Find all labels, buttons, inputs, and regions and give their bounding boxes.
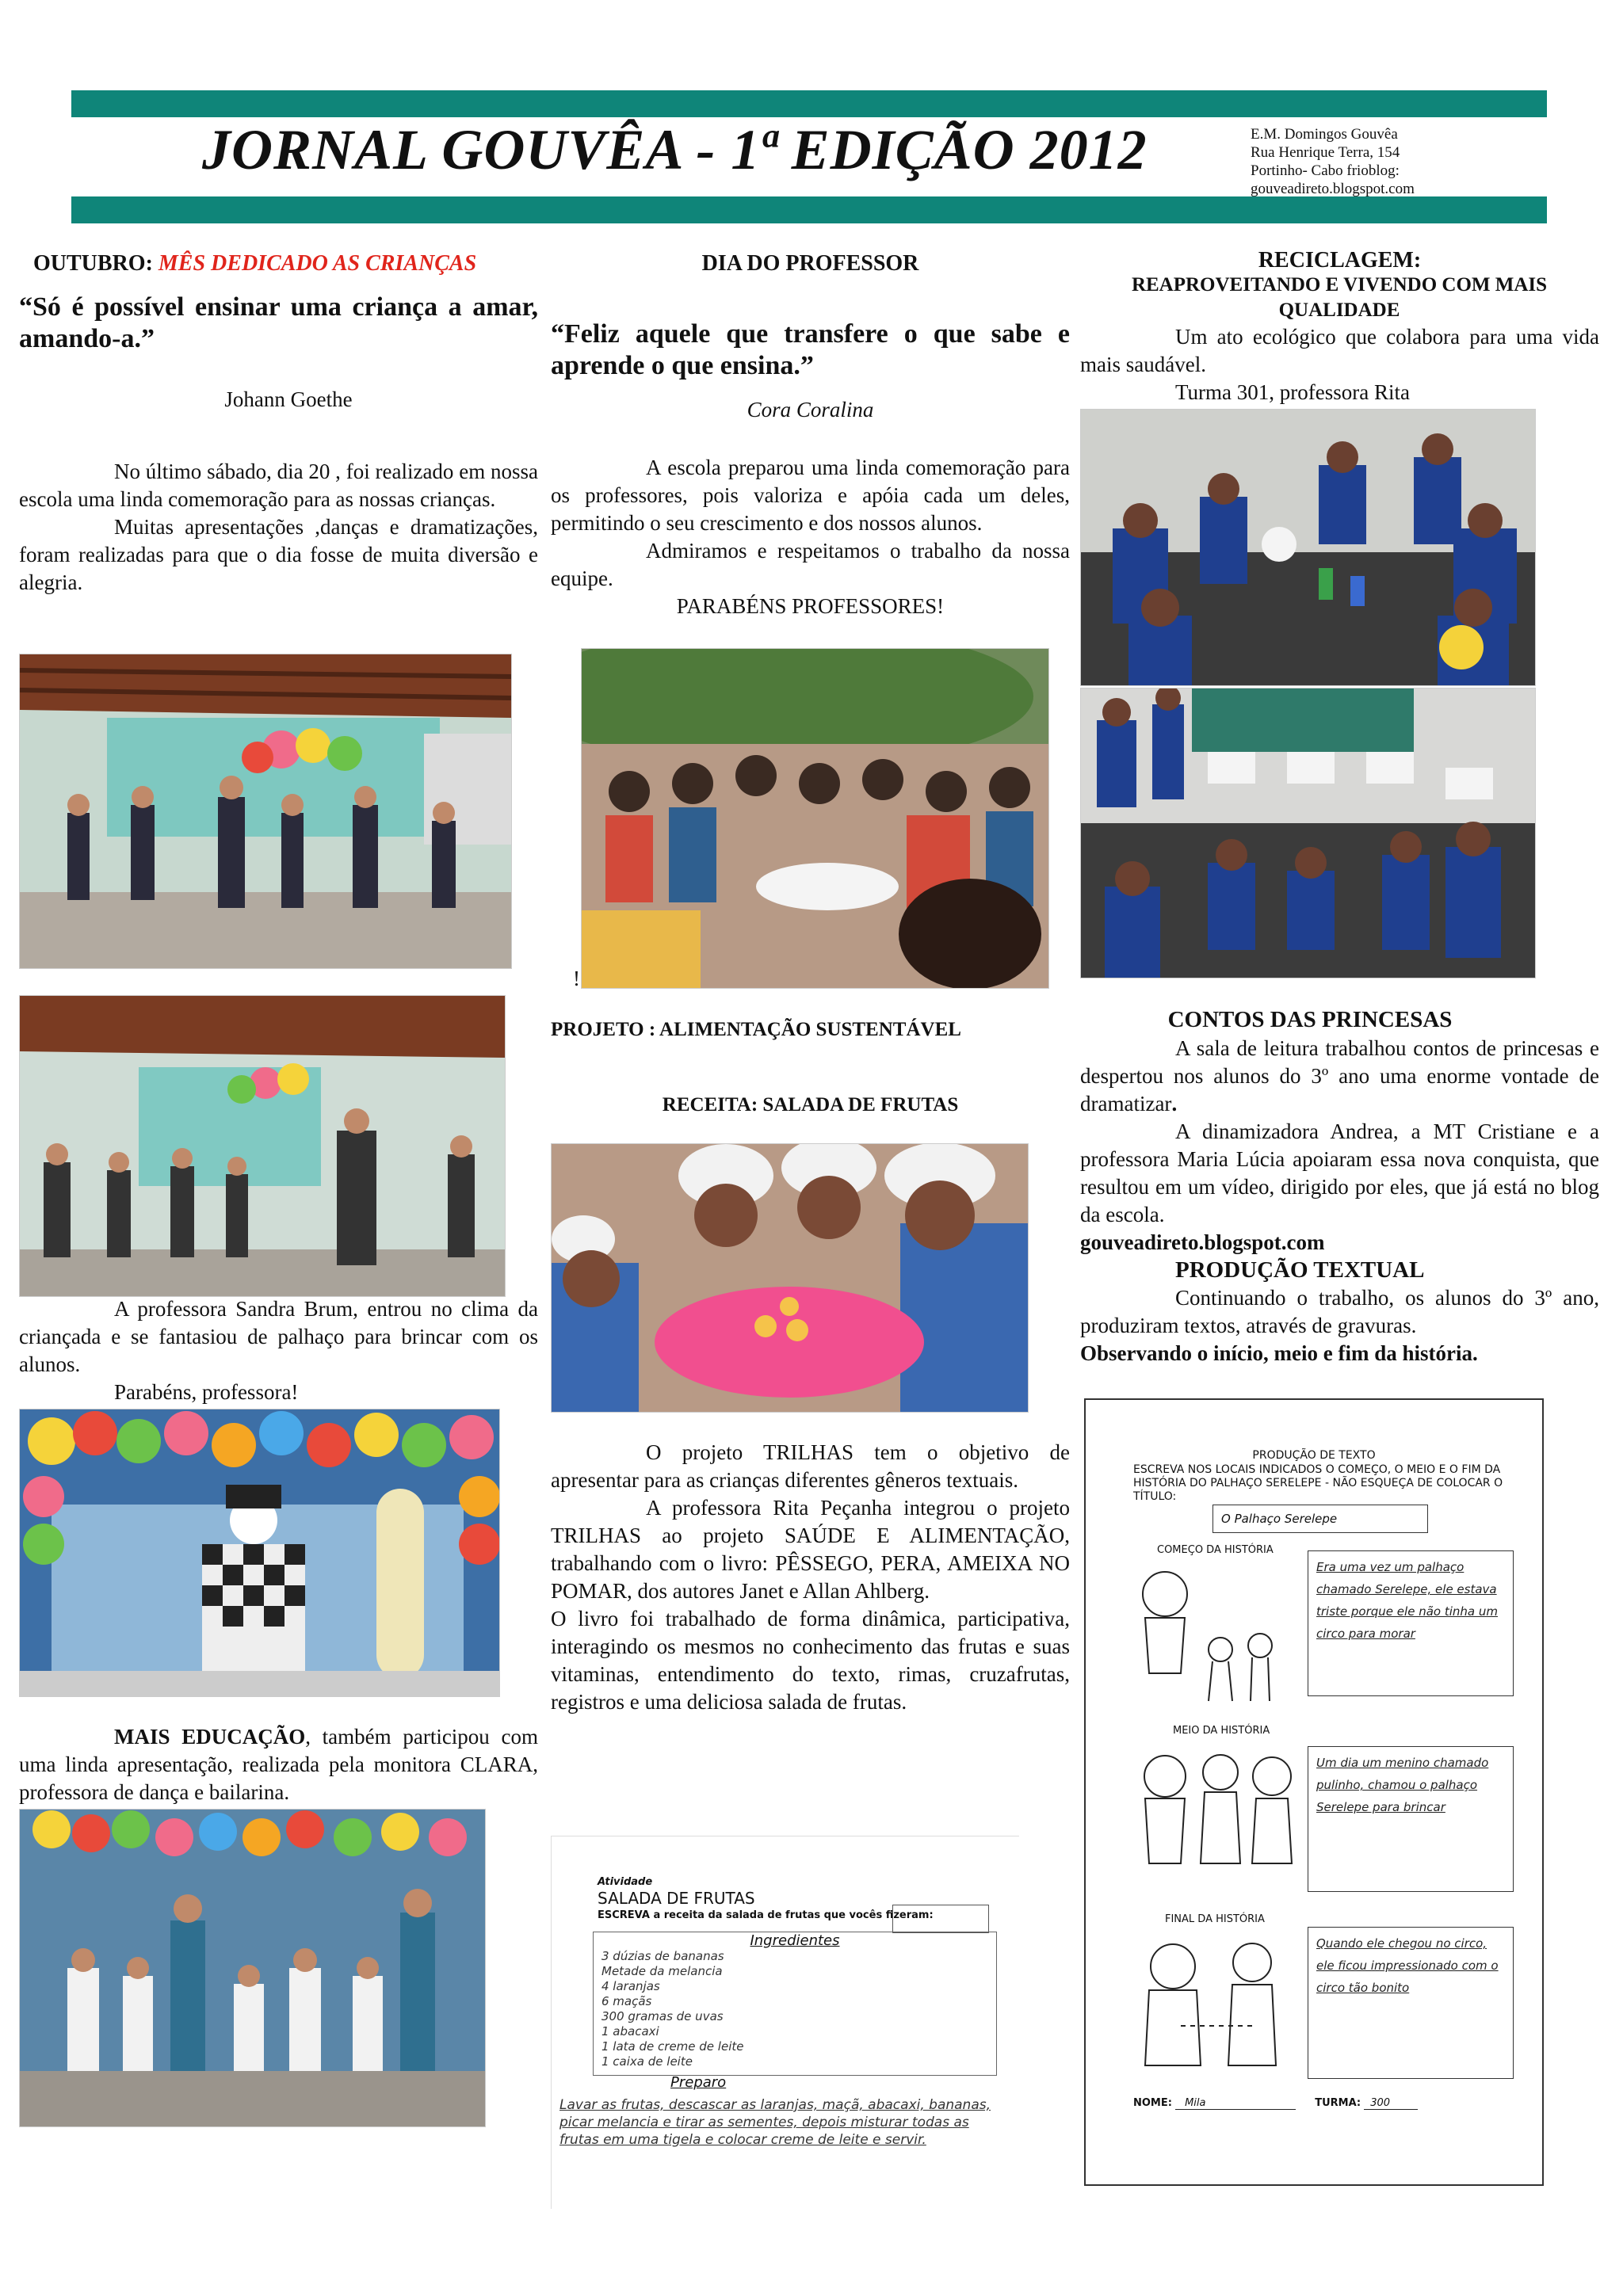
contos-p1 bbox=[1080, 1035, 1599, 1118]
goethe-author: Johann Goethe bbox=[224, 387, 353, 411]
photo-dance-group bbox=[19, 1809, 486, 2127]
end-answer: Quando ele chegou no circo, ele ficou impressionado com o circo tão bonito bbox=[1316, 1936, 1499, 1995]
header-top-bar bbox=[71, 90, 1547, 117]
contos-p1-end: . bbox=[1171, 1092, 1178, 1116]
children-article bbox=[19, 458, 538, 597]
trilhas-p2: A professora Rita Peçanha integrou o projeto TRILHAS ao projeto SAÚDE E ALIMENTAÇÃO, trabalhando com o livro: PÊSSEGO, PERA, AMEIXA NO POMAR, dos autores Janet e Allan Ahlberg. bbox=[551, 1496, 1070, 1603]
ingredient: 1 abacaxi bbox=[601, 2024, 659, 2039]
recycling-article bbox=[1080, 323, 1599, 406]
section-begin-label: COMEÇO DA HISTÓRIA bbox=[1157, 1544, 1274, 1556]
ingredient: 300 gramas de uvas bbox=[601, 2009, 724, 2023]
clown-p2: Parabéns, professora! bbox=[114, 1380, 299, 1404]
photo-teachers-party bbox=[581, 648, 1049, 989]
heading-prefix: OUTUBRO: bbox=[33, 251, 158, 276]
prep-label: Preparo bbox=[670, 2074, 727, 2091]
newspaper-title: JORNAL GOUVÊA - 1ª EDIÇÃO 2012 bbox=[202, 118, 1148, 181]
end-drawing bbox=[1133, 1931, 1300, 2097]
coralina-author: Cora Coralina bbox=[747, 398, 874, 421]
worksheet-name-box bbox=[892, 1905, 989, 1933]
ingredient: 4 laranjas bbox=[601, 1979, 660, 1993]
begin-answer-box bbox=[1308, 1550, 1514, 1696]
prep-text: Lavar as frutas, descascar as laranjas, maçã, abacaxi, bananas, picar melancia e tirar as sementes, depois misturar todas as frutas em uma tigela e colocar creme de leite e servir. bbox=[559, 2097, 991, 2148]
production-instruction: ESCREVA NOS LOCAIS INDICADOS O COMEÇO, O MEIO E O FIM DA HISTÓRIA DO PALHAÇO SERELEPE - NÃO ESQUEÇA DE COLOCAR O TÍTULO: bbox=[1133, 1463, 1503, 1503]
coralina-quote: “Feliz aquele que transfere o que sabe e aprende o que ensina.” bbox=[551, 319, 1070, 380]
end-answer-box bbox=[1308, 1927, 1514, 2079]
mais-educacao bbox=[19, 1723, 538, 1806]
trilhas-p3: O livro foi trabalhado de forma dinâmica, participativa, interagindo os mesmos no conhecimento das frutas e suas vitaminas, entendimento do texto, rimas, cruzafrutas, registros e uma deliciosa salada de frutas. bbox=[551, 1607, 1070, 1714]
worksheet-name-row bbox=[1133, 2097, 1418, 2110]
name-value: Mila bbox=[1175, 2097, 1296, 2110]
production-title-box bbox=[1212, 1505, 1428, 1533]
address-line: Portinho- Cabo frioblog: bbox=[1251, 162, 1400, 179]
ingredients-label: Ingredientes bbox=[750, 1932, 840, 1949]
fruit-salad-worksheet bbox=[551, 1836, 1019, 2209]
mais-educacao-text: , também participou com uma linda apresentação, realizada pela monitora CLARA, professora de dança e bailarina. bbox=[19, 1725, 538, 1804]
school-address bbox=[1251, 125, 1441, 196]
worksheet-ingredients-box bbox=[593, 1932, 997, 2076]
photo-fruit-salad bbox=[551, 1143, 1029, 1413]
producao-p1: Continuando o trabalho, os alunos do 3º ano, produziram textos, através de gravuras. bbox=[1080, 1286, 1599, 1337]
section-end-label: FINAL DA HISTÓRIA bbox=[1165, 1913, 1265, 1925]
photo-children-group bbox=[19, 995, 506, 1297]
middle-answer: Um dia um menino chamado pulinho, chamou o palhaço Serelepe para brincar bbox=[1316, 1756, 1489, 1814]
address-line: Rua Henrique Terra, 154 bbox=[1251, 144, 1400, 161]
children-p1: No último sábado, dia 20 , foi realizado em nossa escola uma linda comemoração para as nossas crianças. bbox=[19, 460, 538, 511]
ingredients-list bbox=[594, 1949, 996, 2069]
teachers-article bbox=[551, 454, 1070, 620]
header-bottom-bar bbox=[71, 196, 1547, 223]
recycling-heading-1: RECICLAGEM: bbox=[1258, 248, 1422, 273]
photo-recycling-circle bbox=[1080, 409, 1536, 686]
children-p2: Muitas apresentações ,danças e dramatizações, foram realizadas para que o dia fosse de muita diversão e alegria. bbox=[19, 515, 538, 594]
stray-mark: ! bbox=[573, 967, 580, 990]
project-heading: PROJETO : ALIMENTAÇÃO SUSTENTÁVEL bbox=[551, 1019, 961, 1040]
teachers-congrats: PARABÉNS PROFESSORES! bbox=[676, 594, 945, 618]
ingredient: Metade da melancia bbox=[601, 1964, 723, 1978]
photo-fruit-image bbox=[552, 1144, 1028, 1412]
ingredient: 6 maçãs bbox=[601, 1994, 652, 2008]
middle-answer-box bbox=[1308, 1746, 1514, 1892]
photo-dance-image bbox=[20, 1810, 485, 2126]
begin-drawing bbox=[1133, 1562, 1292, 1721]
producao-p2: Observando o início, meio e fim da história. bbox=[1080, 1341, 1478, 1365]
section-heading-teachers: DIA DO PROFESSOR bbox=[701, 251, 919, 276]
recycling-p1: Um ato ecológico que colabora para uma vida mais saudável. bbox=[1080, 325, 1599, 376]
photo-children-dancing bbox=[19, 654, 512, 969]
contos-p1-text: A sala de leitura trabalhou contos de princesas e despertou nos alunos do 3º ano uma enorme vontade de dramatizar bbox=[1080, 1036, 1599, 1116]
section-middle-label: MEIO DA HISTÓRIA bbox=[1173, 1725, 1270, 1737]
text-production-worksheet bbox=[1084, 1398, 1544, 2186]
class-label: TURMA: bbox=[1315, 2097, 1361, 2109]
heading-highlight: MÊS DEDICADO AS CRIANÇAS bbox=[158, 251, 477, 276]
producao-heading: PRODUÇÃO TEXTUAL bbox=[1175, 1257, 1425, 1283]
ingredient: 1 lata de creme de leite bbox=[601, 2039, 744, 2054]
class-value: 300 bbox=[1364, 2097, 1418, 2110]
begin-answer: Era uma vez um palhaço chamado Serelepe, ele estava triste porque ele não tinha um circo para morar bbox=[1316, 1560, 1498, 1641]
address-line: E.M. Domingos Gouvêa bbox=[1251, 126, 1398, 143]
photo-recycling-image bbox=[1081, 410, 1535, 685]
blog-link[interactable]: gouveadireto.blogspot.com bbox=[1080, 1230, 1325, 1254]
worksheet-title: SALADA DE FRUTAS bbox=[598, 1889, 755, 1908]
photo-dancing-image bbox=[20, 654, 511, 968]
photo-teachers-image bbox=[582, 649, 1048, 988]
middle-drawing bbox=[1133, 1745, 1300, 1903]
teachers-p1: A escola preparou uma linda comemoração para os professores, pois valoriza e apóia cada um deles, permitindo o seu crescimento e dos nossos alunos. bbox=[551, 456, 1070, 535]
photo-teacher-clown bbox=[19, 1409, 500, 1697]
photo-classroom-image bbox=[1081, 688, 1535, 978]
production-title-answer: O Palhaço Serelepe bbox=[1221, 1512, 1338, 1526]
goethe-quote: “Só é possível ensinar uma criança a amar, amando-a.” bbox=[19, 292, 538, 353]
mais-educacao-bold: MAIS EDUCAÇÃO bbox=[114, 1725, 306, 1749]
contos-p2: A dinamizadora Andrea, a MT Cristiane e a professora Maria Lúcia apoiaram essa nova conquista, que resultou em um vídeo, dirigido por eles, que já está no blog da escola. bbox=[1080, 1119, 1599, 1226]
photo-clown-image bbox=[20, 1409, 499, 1696]
teachers-p2: Admiramos e respeitamos o trabalho da nossa equipe. bbox=[551, 539, 1070, 590]
recipe-heading: RECEITA: SALADA DE FRUTAS bbox=[662, 1094, 959, 1116]
worksheet-activity: Atividade bbox=[598, 1876, 653, 1888]
name-label: NOME: bbox=[1133, 2097, 1172, 2109]
contos-article bbox=[1080, 1035, 1599, 1367]
recycling-p2: Turma 301, professora Rita bbox=[1175, 380, 1410, 404]
section-heading-children bbox=[33, 251, 476, 277]
ingredient: 3 dúzias de bananas bbox=[601, 1949, 724, 1963]
trilhas-article bbox=[551, 1439, 1070, 1716]
worksheet-instruction: ESCREVA a receita da salada de frutas que vocês fizeram: bbox=[598, 1909, 934, 1921]
production-title: PRODUÇÃO DE TEXTO bbox=[1252, 1449, 1376, 1462]
ingredient: 1 caixa de leite bbox=[601, 2054, 693, 2069]
photo-group-image bbox=[20, 996, 505, 1296]
trilhas-p1: O projeto TRILHAS tem o objetivo de apresentar para as crianças diferentes gêneros textuais. bbox=[551, 1440, 1070, 1492]
recycling-heading-2: REAPROVEITANDO E VIVENDO COM MAIS QUALIDADE bbox=[1131, 274, 1548, 321]
photo-recycling-classroom bbox=[1080, 688, 1536, 978]
clown-p1: A professora Sandra Brum, entrou no clima da criançada e se fantasiou de palhaço para brincar com os alunos. bbox=[19, 1297, 538, 1376]
address-line: gouveadireto.blogspot.com bbox=[1251, 181, 1415, 196]
clown-article bbox=[19, 1295, 538, 1406]
contos-heading: CONTOS DAS PRINCESAS bbox=[1167, 1007, 1453, 1032]
